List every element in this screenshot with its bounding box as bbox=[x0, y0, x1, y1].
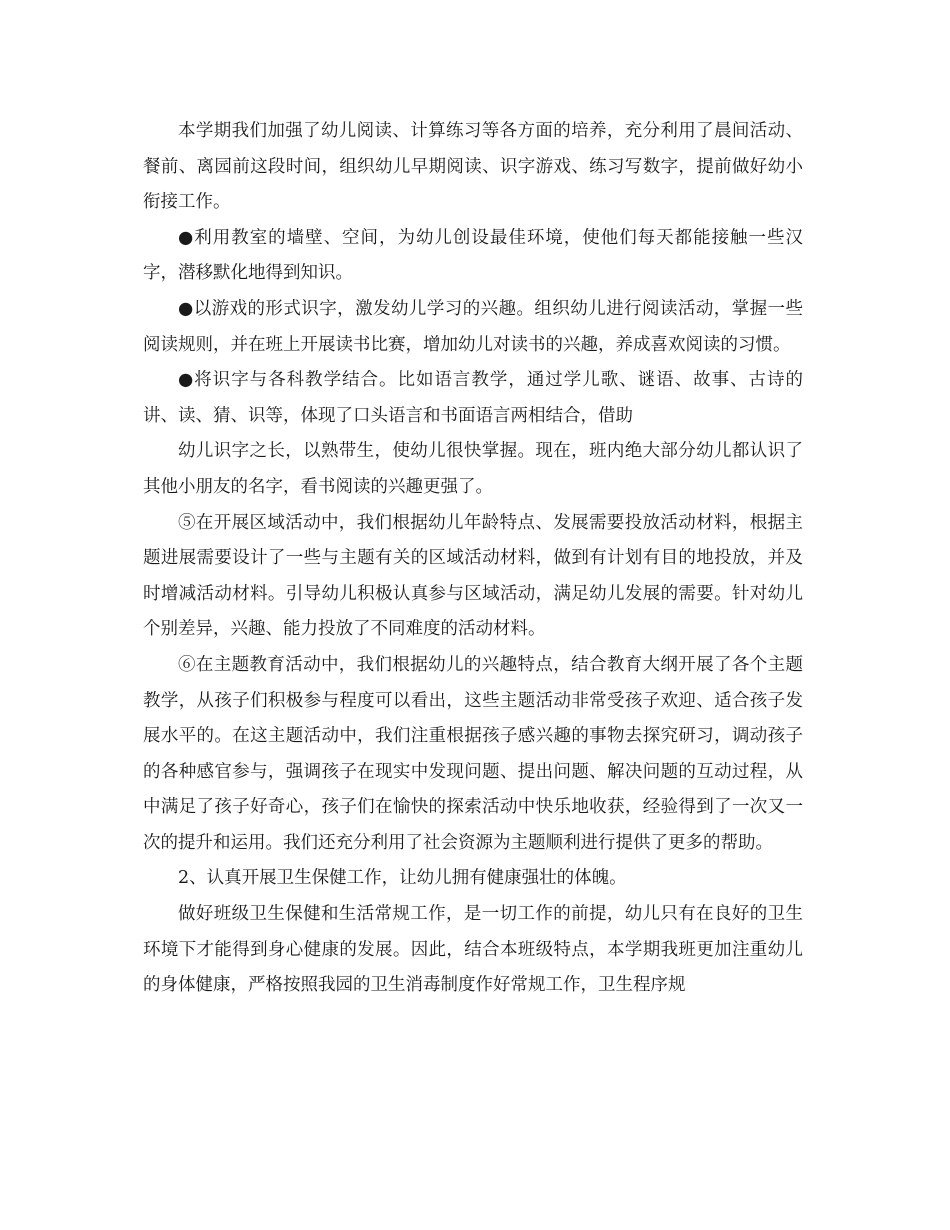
paragraph-game-literacy: ●以游戏的形式识字，激发幼儿学习的兴趣。组织幼儿进行阅读活动，掌握一些阅读规则，并在班上开展读书比赛，增加幼儿对读书的兴趣，养成喜欢阅读的习惯。 bbox=[143, 298, 803, 355]
paragraph-literacy-result: 幼儿识字之长，以熟带生，使幼儿很快掌握。现在，班内绝大部分幼儿都认识了其他小朋友的名字，看书阅读的兴趣更强了。 bbox=[143, 441, 803, 497]
paragraph-health-routine: 做好班级卫生保健和生活常规工作，是一切工作的前提，幼儿只有在良好的卫生环境下才能得到身心健康的发展。因此，结合本班级特点，本学期我班更加注重幼儿的身体健康，严格按照我园的卫生消毒制度作好常规工作，卫生程序规 bbox=[143, 904, 803, 996]
paragraph-theme-education: ⑥在主题教育活动中，我们根据幼儿的兴趣特点，结合教育大纲开展了各个主题教学，从孩子们积极参与程度可以看出，这些主题活动非常受孩子欢迎、适合孩子发展水平的。在这主题活动中，我们注重根据孩子感兴趣的事物去探究研习，调动孩子的各种感官参与，强调孩子在现实中发现问题、提出问题、解决问题的互动过程，从中满足了孩子好奇心，孩子们在愉快的探索活动中快乐地收获，经验得到了一次又一次的提升和运用。我们还充分利用了社会资源为主题顺利进行提供了更多的帮助。 bbox=[143, 654, 803, 853]
paragraph-area-activities: ⑤在开展区域活动中，我们根据幼儿年龄特点、发展需要投放活动材料，根据主题进展需要设计了一些与主题有关的区域活动材料，做到有计划有目的地投放，并及时增减活动材料。引导幼儿积极认真参与区域活动，满足幼儿发展的需要。针对幼儿个别差异，兴趣、能力投放了不同难度的活动材料。 bbox=[143, 512, 803, 640]
paragraph-subject-integration: ●将识字与各科教学结合。比如语言教学，通过学儿歌、谜语、故事、古诗的讲、读、猜、识等，体现了口头语言和书面语言两相结合，借助 bbox=[143, 370, 803, 426]
document-body bbox=[143, 114, 803, 1004]
section-heading-health-care: 2、认真开展卫生保健工作，让幼儿拥有健康强壮的体魄。 bbox=[178, 868, 627, 889]
paragraph-reading-training: 本学期我们加强了幼儿阅读、计算练习等各方面的培养，充分利用了晨间活动、餐前、离园前这段时间，组织幼儿早期阅读、识字游戏、练习写数字，提前做好幼小衔接工作。 bbox=[143, 121, 803, 213]
paragraph-classroom-environment: ●利用教室的墙壁、空间，为幼儿创设最佳环境，使他们每天都能接触一些汉字，潜移默化地得到知识。 bbox=[143, 227, 803, 284]
